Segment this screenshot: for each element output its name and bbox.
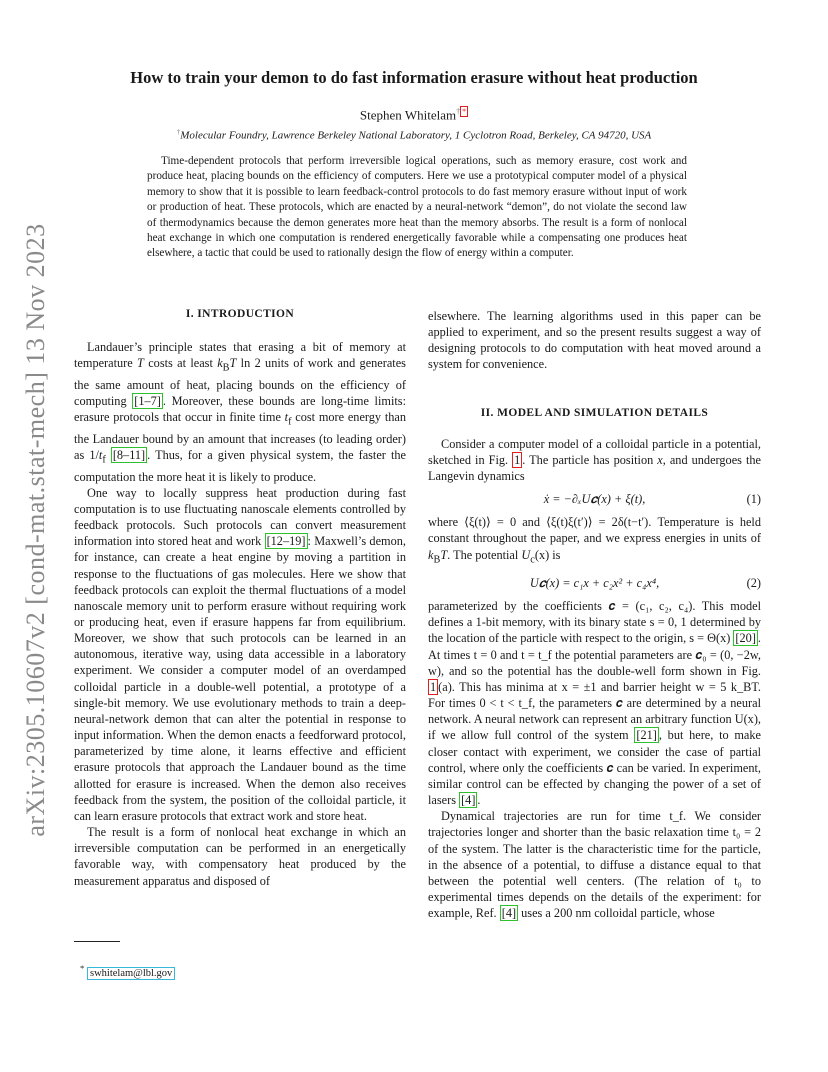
model-paragraph-1: Consider a computer model of a colloidal particle in a potential, sketched in Fig. 1 . The particle has position x, and undergoes the Langevin dynamics [428,436,761,484]
footnote-marker: * [80,963,85,973]
figure-link[interactable]: 1 [514,452,521,467]
left-column [74,306,406,889]
equation-1: ẋ = −∂ₓU𝒄(x) + ξ(t), (1) [428,486,761,512]
figure-link[interactable]: 1 [430,679,437,694]
author-email-link[interactable]: * [462,107,467,116]
model-paragraph-4: Dynamical trajectories are run for time t_f. We consider trajectories longer and shorter than the basic relaxation time t₀ = 2 of the system. The latter is the characteristic time for the particle, in the absence of a potential, to diffuse a distance equal to that between the potential well centers. (The relation of t₀ to experimental times depends on the details of the experiment: for example, Ref. [4] uses a 200 nm colloidal particle, whose [428,809,761,921]
model-paragraph-2: where ⟨ξ(t)⟩ = 0 and ⟨ξ(t)ξ(t′)⟩ = 2δ(t−t′). Temperature is held constant throughout the paper, and we express energies in units of $k_BT$. The potential $U_c(x)$ is [428,515,761,566]
citation-link[interactable]: [21] [636,728,657,743]
author-name: Stephen Whitelam [359,107,457,123]
section-heading-introduction: I. INTRODUCTION [185,308,295,320]
author-affiliation-mark: † [456,107,461,116]
intro-paragraph-3: The result is a form of nonlocal heat exchange in which an irreversible computation can be performed in an energetically favorable way, with compensatory heat produced by the measurement apparatus and disposed of [74,825,406,888]
intro-paragraph-2: One way to locally suppress heat production during fast computation is to use fluctuating nanoscale elements controlled by feedback protocols. Such protocols can convert measurement information into stored heat and work [12–19] : Maxwell’s demon, for instance, can create a heat engine by moving a partition in response to the fluctuations of gas molecules. Here we show that feedback protocols can exploit the thermal fluctuations of a model nanoscale memory unit to perform erasure without requiring work or producing heat, even if erasure happens far from equilibrium. Moreover, we show that such protocols can be learned in an autonomous, iterative way, using data accessible in a laboratory experiment. We consider a computer model of an overdamped colloidal particle in a double-well potential, a prototype of a single-bit memory. We use evolutionary methods to train a deep-neural-network demon that can alter the potential in response to input information. When the demon enacts a feedforward protocol, parameterized by time alone, it learns effective and efficient erasure protocols that approach the Landauer bound as the time allotted for erasure is increased. When the demon also receives feedback from the system, the position of the colloidal particle, it can learn erasure protocols that extract work and store heat. [74,485,406,823]
equation-2: U𝒄(x) = c₁x + c₂x² + c₄x⁴, (2) [428,570,761,596]
citation-link[interactable]: [4] [501,906,517,921]
citation-link[interactable]: [1–7] [134,394,161,409]
intro-paragraph-3-continued: elsewhere. The learning algorithms used in this paper can be applied to experiment, and so the present results suggest a way of designing protocols to do computation with heat moved around a system for convenience. [428,309,761,372]
intro-paragraph-1: Landauer’s principle states that erasing a bit of memory at temperature T costs at least $k_BT$ ln 2 units of work and generates the same amount of heat, placing bounds on the efficiency of computing [1–7] . Moreover, these bounds are long-time limits: erasure protocols that occur in finite time $t_f$ cost more energy than the Landauer bound by an amount that increases (to leading order) as $1/t_f$ [8–11] . Thus, for a given physical system, the faster the computation the more heat it is likely to produce. [74,340,406,484]
abstract: Time-dependent protocols that perform irreversible logical operations, such as memory erasure, cost work and produce heat, placing bounds on the efficiency of computers. Here we use a prototypical computer model of a physical memory to show that it is possible to learn feedback-control protocols to do fast memory erasure without input of work or production of heat. These protocols, which are enacted by a neural-network “demon”, do not violate the second law of thermodynamics because the demon generates more heat than the memory absorbs. The result is a form of nonlocal heat exchange in which one computation is rendered energetically favorable while a compensating one produces heat elsewhere, a tactic that could be used to rationally design the flow of energy within a computer. [147,155,687,260]
section-heading-model: II. MODEL AND SIMULATION DETAILS [480,406,709,419]
right-column [428,308,761,921]
equation-number: (1) [746,492,761,507]
citation-link[interactable]: [8–11] [112,448,146,462]
footnote-divider [74,941,120,942]
model-paragraph-3: parameterized by the coefficients 𝒄 = (c₁, c₂, c₄). This model defines a 1-bit memory, with its binary state s = 0, 1 determined by the location of the particle with respect to the origin, s = Θ(x) [20] . At times t = 0 and t = t_f the potential parameters are 𝒄₀ = (0, −2w, w), and so the potential has the double-well form shown in Fig. 1 (a). This has minima at x = ±1 and barrier height w = 5 k_BT. For times 0 < t < t_f, the parameters 𝒄 are determined by a neural network. A neural network can represent an arbitrary function U(x), if we allow full control of the system [21] , but here, to make closer contact with experiment, we consider the case of partial control, where only the coefficients 𝒄 can be varied. In experiment, similar control can be effected by changing the power of a set of lasers [4] . [428,599,761,808]
citation-link[interactable]: [20] [735,631,756,646]
equation-number: (2) [746,576,761,591]
affiliation-text: Molecular Foundry, Lawrence Berkeley National Laboratory, 1 Cyclotron Road, Berkeley, CA 94720, USA [180,129,652,142]
arxiv-stamp-text: arXiv:2305.10607v2 [cond-mat.stat-mech] 13 Nov 2023 [21,223,50,837]
email-link[interactable]: swhitelam@lbl.gov [87,967,175,980]
author-line [60,106,768,123]
paper-title: How to train your demon to do fast information erasure without heat production [130,68,698,87]
arxiv-stamp [16,200,56,860]
affiliation-mark: † [176,128,181,136]
citation-link[interactable]: [12–19] [266,534,306,549]
affiliation [60,128,768,142]
citation-link[interactable]: [4] [461,793,476,808]
footnote [80,963,175,979]
